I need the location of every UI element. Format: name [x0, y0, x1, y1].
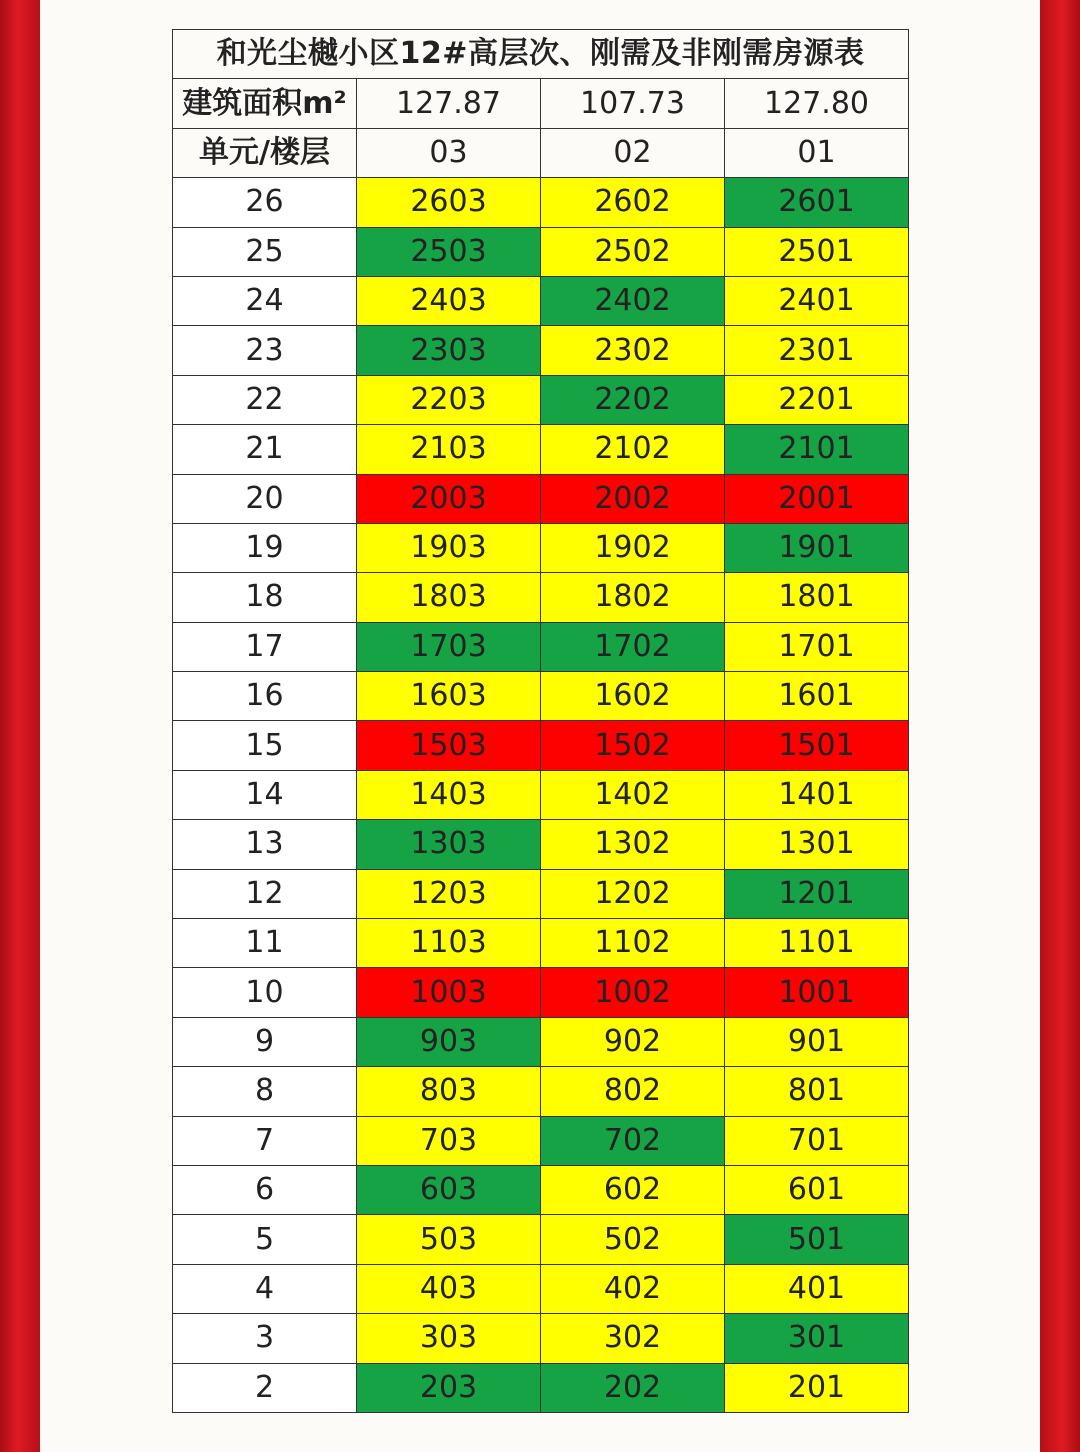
floor-number: 3	[173, 1314, 357, 1363]
area-label: 建筑面积m²	[173, 79, 357, 128]
floor-number: 8	[173, 1067, 357, 1116]
table-row	[173, 869, 909, 918]
table-row	[173, 1363, 909, 1412]
room-cell: 401	[725, 1264, 909, 1313]
room-cell: 201	[725, 1363, 909, 1412]
room-cell: 202	[541, 1363, 725, 1412]
unit-floor-label: 单元/楼层	[173, 128, 357, 177]
room-cell: 302	[541, 1314, 725, 1363]
table-row	[173, 227, 909, 276]
housing-table	[172, 29, 909, 1413]
room-cell: 603	[357, 1165, 541, 1214]
room-cell: 1601	[725, 672, 909, 721]
room-cell: 1401	[725, 770, 909, 819]
room-cell: 602	[541, 1165, 725, 1214]
floor-number: 11	[173, 919, 357, 968]
table-row	[173, 573, 909, 622]
room-cell: 2603	[357, 178, 541, 227]
red-frame-left	[0, 0, 40, 1452]
room-cell: 803	[357, 1067, 541, 1116]
floor-number: 5	[173, 1215, 357, 1264]
room-cell: 1202	[541, 869, 725, 918]
floor-number: 20	[173, 474, 357, 523]
room-cell: 1503	[357, 721, 541, 770]
room-cell: 1001	[725, 968, 909, 1017]
table-title: 和光尘樾小区12#高层次、刚需及非刚需房源表	[173, 30, 909, 79]
room-cell: 2202	[541, 375, 725, 424]
table-row	[173, 721, 909, 770]
table-row	[173, 622, 909, 671]
housing-table-body	[173, 30, 909, 1413]
room-cell: 1903	[357, 523, 541, 572]
room-cell: 1302	[541, 820, 725, 869]
room-cell: 1303	[357, 820, 541, 869]
floor-number: 13	[173, 820, 357, 869]
room-cell: 2003	[357, 474, 541, 523]
room-cell: 1701	[725, 622, 909, 671]
area-value: 127.80	[725, 79, 909, 128]
room-cell: 903	[357, 1017, 541, 1066]
room-cell: 501	[725, 1215, 909, 1264]
table-row	[173, 326, 909, 375]
table-row	[173, 1314, 909, 1363]
floor-number: 26	[173, 178, 357, 227]
room-cell: 403	[357, 1264, 541, 1313]
room-cell: 1002	[541, 968, 725, 1017]
area-row	[173, 79, 909, 128]
room-cell: 301	[725, 1314, 909, 1363]
floor-number: 7	[173, 1116, 357, 1165]
floor-number: 6	[173, 1165, 357, 1214]
floor-number: 23	[173, 326, 357, 375]
room-cell: 2101	[725, 425, 909, 474]
table-row	[173, 1215, 909, 1264]
room-cell: 2103	[357, 425, 541, 474]
table-row	[173, 276, 909, 325]
table-row	[173, 1116, 909, 1165]
unit-row	[173, 128, 909, 177]
room-cell: 2001	[725, 474, 909, 523]
room-cell: 1103	[357, 919, 541, 968]
room-cell: 701	[725, 1116, 909, 1165]
room-cell: 2601	[725, 178, 909, 227]
unit-number: 03	[357, 128, 541, 177]
room-cell: 902	[541, 1017, 725, 1066]
room-cell: 2301	[725, 326, 909, 375]
room-cell: 2403	[357, 276, 541, 325]
table-row	[173, 178, 909, 227]
room-cell: 601	[725, 1165, 909, 1214]
room-cell: 2201	[725, 375, 909, 424]
room-cell: 1501	[725, 721, 909, 770]
room-cell: 2503	[357, 227, 541, 276]
room-cell: 702	[541, 1116, 725, 1165]
room-cell: 1901	[725, 523, 909, 572]
room-cell: 1603	[357, 672, 541, 721]
floor-number: 14	[173, 770, 357, 819]
room-cell: 1102	[541, 919, 725, 968]
room-cell: 802	[541, 1067, 725, 1116]
table-row	[173, 1165, 909, 1214]
room-cell: 1502	[541, 721, 725, 770]
floor-number: 2	[173, 1363, 357, 1412]
table-row	[173, 375, 909, 424]
floor-number: 15	[173, 721, 357, 770]
room-cell: 1902	[541, 523, 725, 572]
room-cell: 1003	[357, 968, 541, 1017]
room-cell: 2502	[541, 227, 725, 276]
room-cell: 2501	[725, 227, 909, 276]
room-cell: 2102	[541, 425, 725, 474]
room-cell: 703	[357, 1116, 541, 1165]
room-cell: 1602	[541, 672, 725, 721]
room-cell: 1801	[725, 573, 909, 622]
room-cell: 1403	[357, 770, 541, 819]
room-cell: 2302	[541, 326, 725, 375]
room-cell: 402	[541, 1264, 725, 1313]
room-cell: 203	[357, 1363, 541, 1412]
table-row	[173, 770, 909, 819]
room-cell: 1702	[541, 622, 725, 671]
room-cell: 2402	[541, 276, 725, 325]
floor-number: 18	[173, 573, 357, 622]
table-row	[173, 523, 909, 572]
room-cell: 1803	[357, 573, 541, 622]
room-cell: 2002	[541, 474, 725, 523]
floor-number: 21	[173, 425, 357, 474]
floor-number: 22	[173, 375, 357, 424]
table-row	[173, 968, 909, 1017]
room-cell: 2401	[725, 276, 909, 325]
room-cell: 2303	[357, 326, 541, 375]
room-cell: 503	[357, 1215, 541, 1264]
room-cell: 2602	[541, 178, 725, 227]
floor-number: 25	[173, 227, 357, 276]
room-cell: 1402	[541, 770, 725, 819]
floor-number: 16	[173, 672, 357, 721]
table-row	[173, 425, 909, 474]
room-cell: 303	[357, 1314, 541, 1363]
area-value: 107.73	[541, 79, 725, 128]
floor-number: 24	[173, 276, 357, 325]
floor-number: 9	[173, 1017, 357, 1066]
floor-number: 12	[173, 869, 357, 918]
room-cell: 2203	[357, 375, 541, 424]
table-row	[173, 474, 909, 523]
table-row	[173, 1264, 909, 1313]
floor-number: 19	[173, 523, 357, 572]
unit-number: 01	[725, 128, 909, 177]
floor-number: 10	[173, 968, 357, 1017]
unit-number: 02	[541, 128, 725, 177]
room-cell: 1301	[725, 820, 909, 869]
room-cell: 901	[725, 1017, 909, 1066]
red-frame-right	[1040, 0, 1080, 1452]
room-cell: 502	[541, 1215, 725, 1264]
table-row	[173, 919, 909, 968]
table-row	[173, 820, 909, 869]
room-cell: 1101	[725, 919, 909, 968]
area-value: 127.87	[357, 79, 541, 128]
table-row	[173, 672, 909, 721]
floor-number: 17	[173, 622, 357, 671]
floor-number: 4	[173, 1264, 357, 1313]
room-cell: 801	[725, 1067, 909, 1116]
table-row	[173, 1017, 909, 1066]
room-cell: 1203	[357, 869, 541, 918]
room-cell: 1802	[541, 573, 725, 622]
table-row	[173, 1067, 909, 1116]
room-cell: 1201	[725, 869, 909, 918]
room-cell: 1703	[357, 622, 541, 671]
title-row	[173, 30, 909, 79]
